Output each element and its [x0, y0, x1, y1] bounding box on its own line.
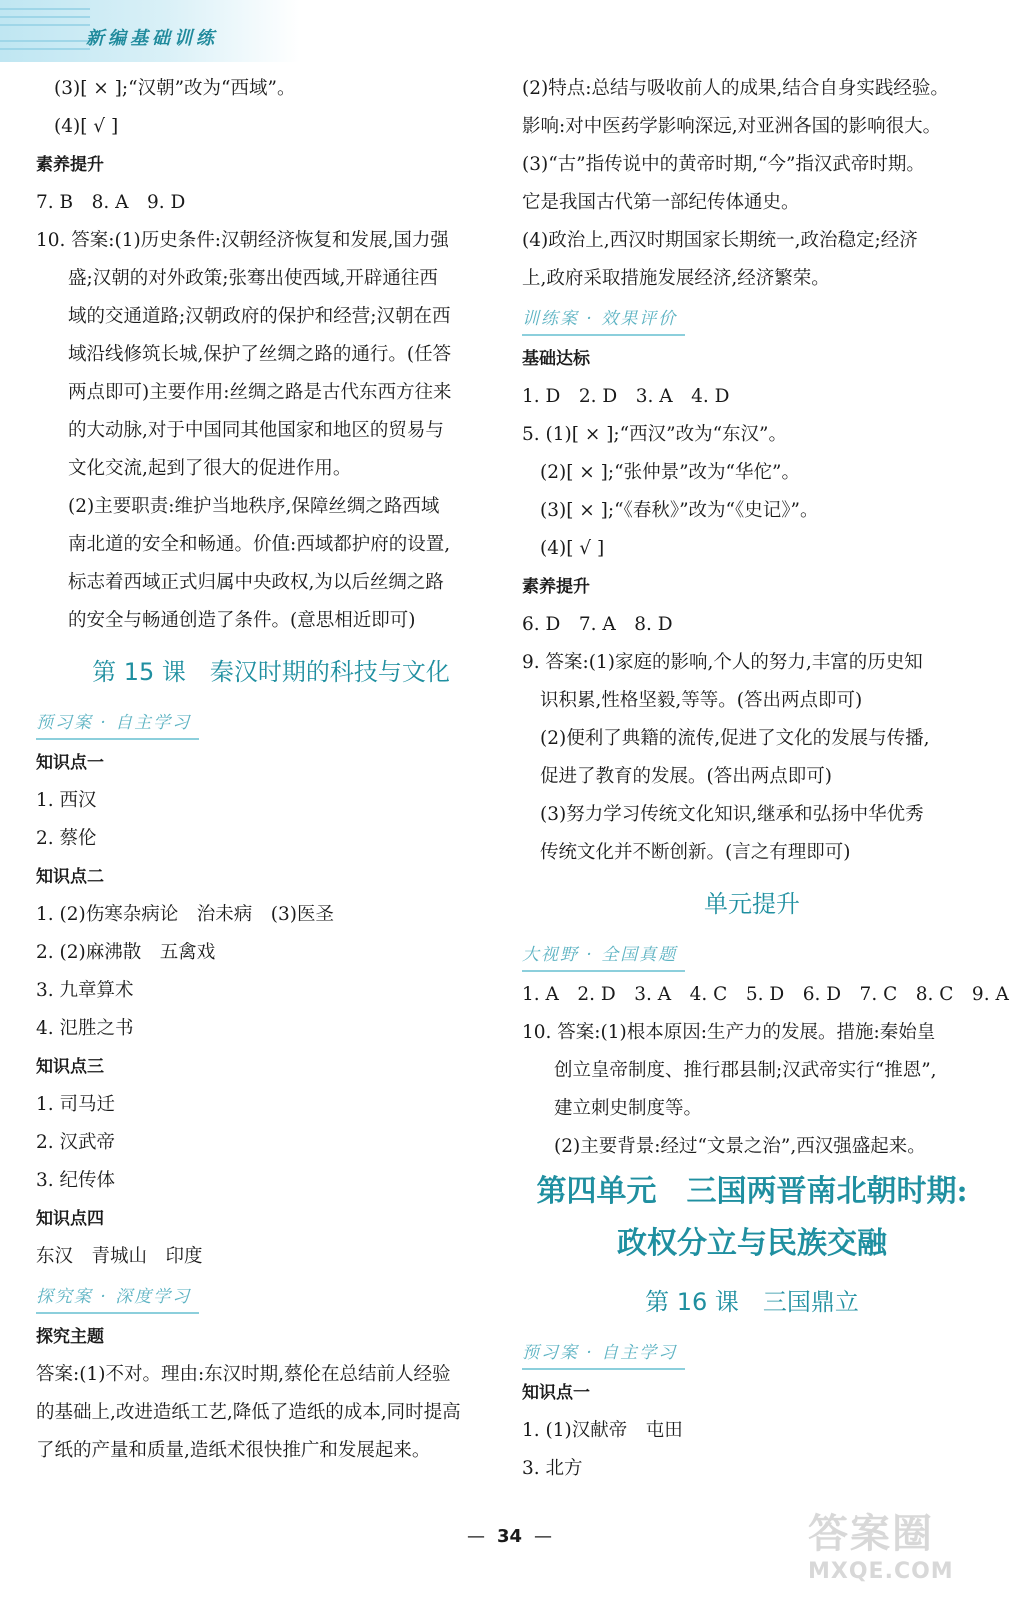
header-stripe — [0, 48, 90, 50]
answer-line: 答案:(1)不对。理由:东汉时期,蔡伦在总结前人经验 — [36, 1364, 451, 1385]
knowledge-heading: 知识点四 — [36, 1209, 104, 1229]
answer-line: 了纸的产量和质量,造纸术很快推广和发展起来。 — [36, 1440, 431, 1461]
answer-line: 1. (2)伤寒杂病论 治未病 (3)医圣 — [36, 904, 334, 925]
answer-line: 3. 北方 — [522, 1458, 583, 1479]
book-title: 新编基础训练 — [86, 28, 218, 49]
answer-line: 2. 汉武帝 — [36, 1132, 116, 1153]
answer-line: 1. 司马迁 — [36, 1094, 116, 1115]
answer-line: 文化交流,起到了很大的促进作用。 — [68, 458, 352, 479]
answer-line: 4. 氾胜之书 — [36, 1018, 134, 1039]
page-number-value: 34 — [496, 1526, 523, 1547]
answer-line: 2. 蔡伦 — [36, 828, 97, 849]
subsection-training: 训练案 · 效果评价 — [522, 304, 685, 336]
header-stripe — [0, 8, 90, 10]
subsection-explore: 探究案 · 深度学习 — [36, 1282, 199, 1314]
answer-line: 6. D 7. A 8. D — [522, 614, 673, 635]
knowledge-heading: 知识点一 — [522, 1383, 590, 1403]
answer-line: 东汉 青城山 印度 — [36, 1246, 203, 1267]
answer-line: (2)[ × ];“张仲景”改为“华佗”。 — [540, 462, 800, 483]
answer-line: 影响:对中医药学影响深远,对亚洲各国的影响很大。 — [522, 116, 942, 137]
answer-line: 的基础上,改进造纸工艺,降低了造纸的成本,同时提高 — [36, 1402, 461, 1423]
answer-line: 1. A 2. D 3. A 4. C 5. D 6. D 7. C 8. C 9. A — [522, 984, 1009, 1005]
section-heading: 素养提升 — [522, 577, 590, 597]
answer-line: (4)[ √ ] — [540, 538, 605, 559]
answer-line: 的大动脉,对于中国同其他国家和地区的贸易与 — [68, 420, 444, 441]
right-column — [522, 70, 1009, 1488]
section-heading: 素养提升 — [36, 155, 104, 175]
answer-line: 3. 纪传体 — [36, 1170, 116, 1191]
header-stripe — [0, 16, 90, 18]
answer-line: (4)[ √ ] — [54, 116, 119, 137]
answer-line: 促进了教育的发展。(答出两点即可) — [540, 766, 832, 787]
subsection-preview: 预习案 · 自主学习 — [522, 1338, 685, 1370]
answer-line: 域沿线修筑长城,保护了丝绸之路的通行。(任答 — [68, 344, 452, 365]
answer-line: 南北道的安全和畅通。价值:西域都护府的设置, — [68, 534, 451, 555]
answer-line: 1. (1)汉献帝 屯田 — [522, 1420, 683, 1441]
answer-line: 两点即可)主要作用:丝绸之路是古代东西方往来 — [68, 382, 452, 403]
answer-line: 9. 答案:(1)家庭的影响,个人的努力,丰富的历史知 — [522, 652, 923, 673]
answer-line: 10. 答案:(1)根本原因:生产力的发展。措施:秦始皇 — [522, 1022, 936, 1043]
answer-line: 建立刺史制度等。 — [554, 1098, 703, 1119]
answer-line: 传统文化并不断创新。(言之有理即可) — [540, 842, 851, 863]
answer-line: (2)主要背景:经过“文景之治”,西汉强盛起来。 — [554, 1136, 926, 1157]
answer-line: 2. (2)麻沸散 五禽戏 — [36, 942, 216, 963]
answer-line: (3)[ × ];“汉朝”改为“西域”。 — [54, 78, 296, 99]
answer-line: (4)政治上,西汉时期国家长期统一,政治稳定;经济 — [522, 230, 918, 251]
answer-line: 的安全与畅通创造了条件。(意思相近即可) — [68, 610, 416, 631]
watermark-logo: 答案圈 — [808, 1511, 934, 1557]
answer-line: 它是我国古代第一部纪传体通史。 — [522, 192, 800, 213]
answer-line: (3)[ × ];“《春秋》”改为“《史记》”。 — [540, 500, 819, 521]
lesson-15-title: 第 15 课 秦汉时期的科技与文化 — [92, 658, 450, 686]
unit-4-title-line2: 政权分立与民族交融 — [617, 1226, 887, 1261]
answer-line: 10. 答案:(1)历史条件:汉朝经济恢复和发展,国力强 — [36, 230, 449, 251]
header-stripe — [0, 24, 90, 26]
answer-line: (2)便利了典籍的流传,促进了文化的发展与传播, — [540, 728, 930, 749]
header-band — [0, 0, 300, 62]
answer-line: (2)特点:总结与吸收前人的成果,结合自身实践经验。 — [522, 78, 949, 99]
unit-4-title-line1: 第四单元 三国两晋南北朝时期: — [536, 1174, 968, 1209]
answer-line: 1. D 2. D 3. A 4. D — [522, 386, 730, 407]
subsection-national-exam: 大视野 · 全国真题 — [522, 940, 685, 972]
answer-line: 识积累,性格坚毅,等等。(答出两点即可) — [540, 690, 863, 711]
answer-line: 5. (1)[ × ];“西汉”改为“东汉”。 — [522, 424, 787, 445]
subsection-preview: 预习案 · 自主学习 — [36, 708, 199, 740]
header-stripe — [0, 40, 90, 42]
knowledge-heading: 知识点一 — [36, 753, 104, 773]
lesson-16-title: 第 16 课 三国鼎立 — [645, 1288, 859, 1316]
answer-line: 盛;汉朝的对外政策;张骞出使西域,开辟通往西 — [68, 268, 438, 289]
knowledge-heading: 知识点二 — [36, 867, 104, 887]
answer-line: 标志着西域正式归属中央政权,为以后丝绸之路 — [68, 572, 444, 593]
unit-review-title: 单元提升 — [704, 890, 800, 918]
section-heading: 基础达标 — [522, 349, 590, 369]
answer-line: (3)努力学习传统文化知识,继承和弘扬中华优秀 — [540, 804, 924, 825]
left-column — [36, 70, 506, 1470]
answer-line: 创立皇帝制度、推行郡县制;汉武帝实行“推恩”, — [554, 1060, 937, 1081]
topic-heading: 探究主题 — [36, 1327, 104, 1347]
answer-line: 3. 九章算术 — [36, 980, 134, 1001]
answer-line: 1. 西汉 — [36, 790, 97, 811]
knowledge-heading: 知识点三 — [36, 1057, 104, 1077]
dash-right: — — [534, 1526, 553, 1547]
dash-left: — — [466, 1526, 485, 1547]
answer-line: (3)“古”指传说中的黄帝时期,“今”指汉武帝时期。 — [522, 154, 925, 175]
answer-line: 上,政府采取措施发展经济,经济繁荣。 — [522, 268, 830, 289]
answer-line: 域的交通道路;汉朝政府的保护和经营;汉朝在西 — [68, 306, 451, 327]
watermark — [808, 1502, 1008, 1597]
answer-line: (2)主要职责:维护当地秩序,保障丝绸之路西域 — [68, 496, 440, 517]
answer-line: 7. B 8. A 9. D — [36, 192, 186, 213]
watermark-url: MXQE.COM — [808, 1559, 954, 1584]
